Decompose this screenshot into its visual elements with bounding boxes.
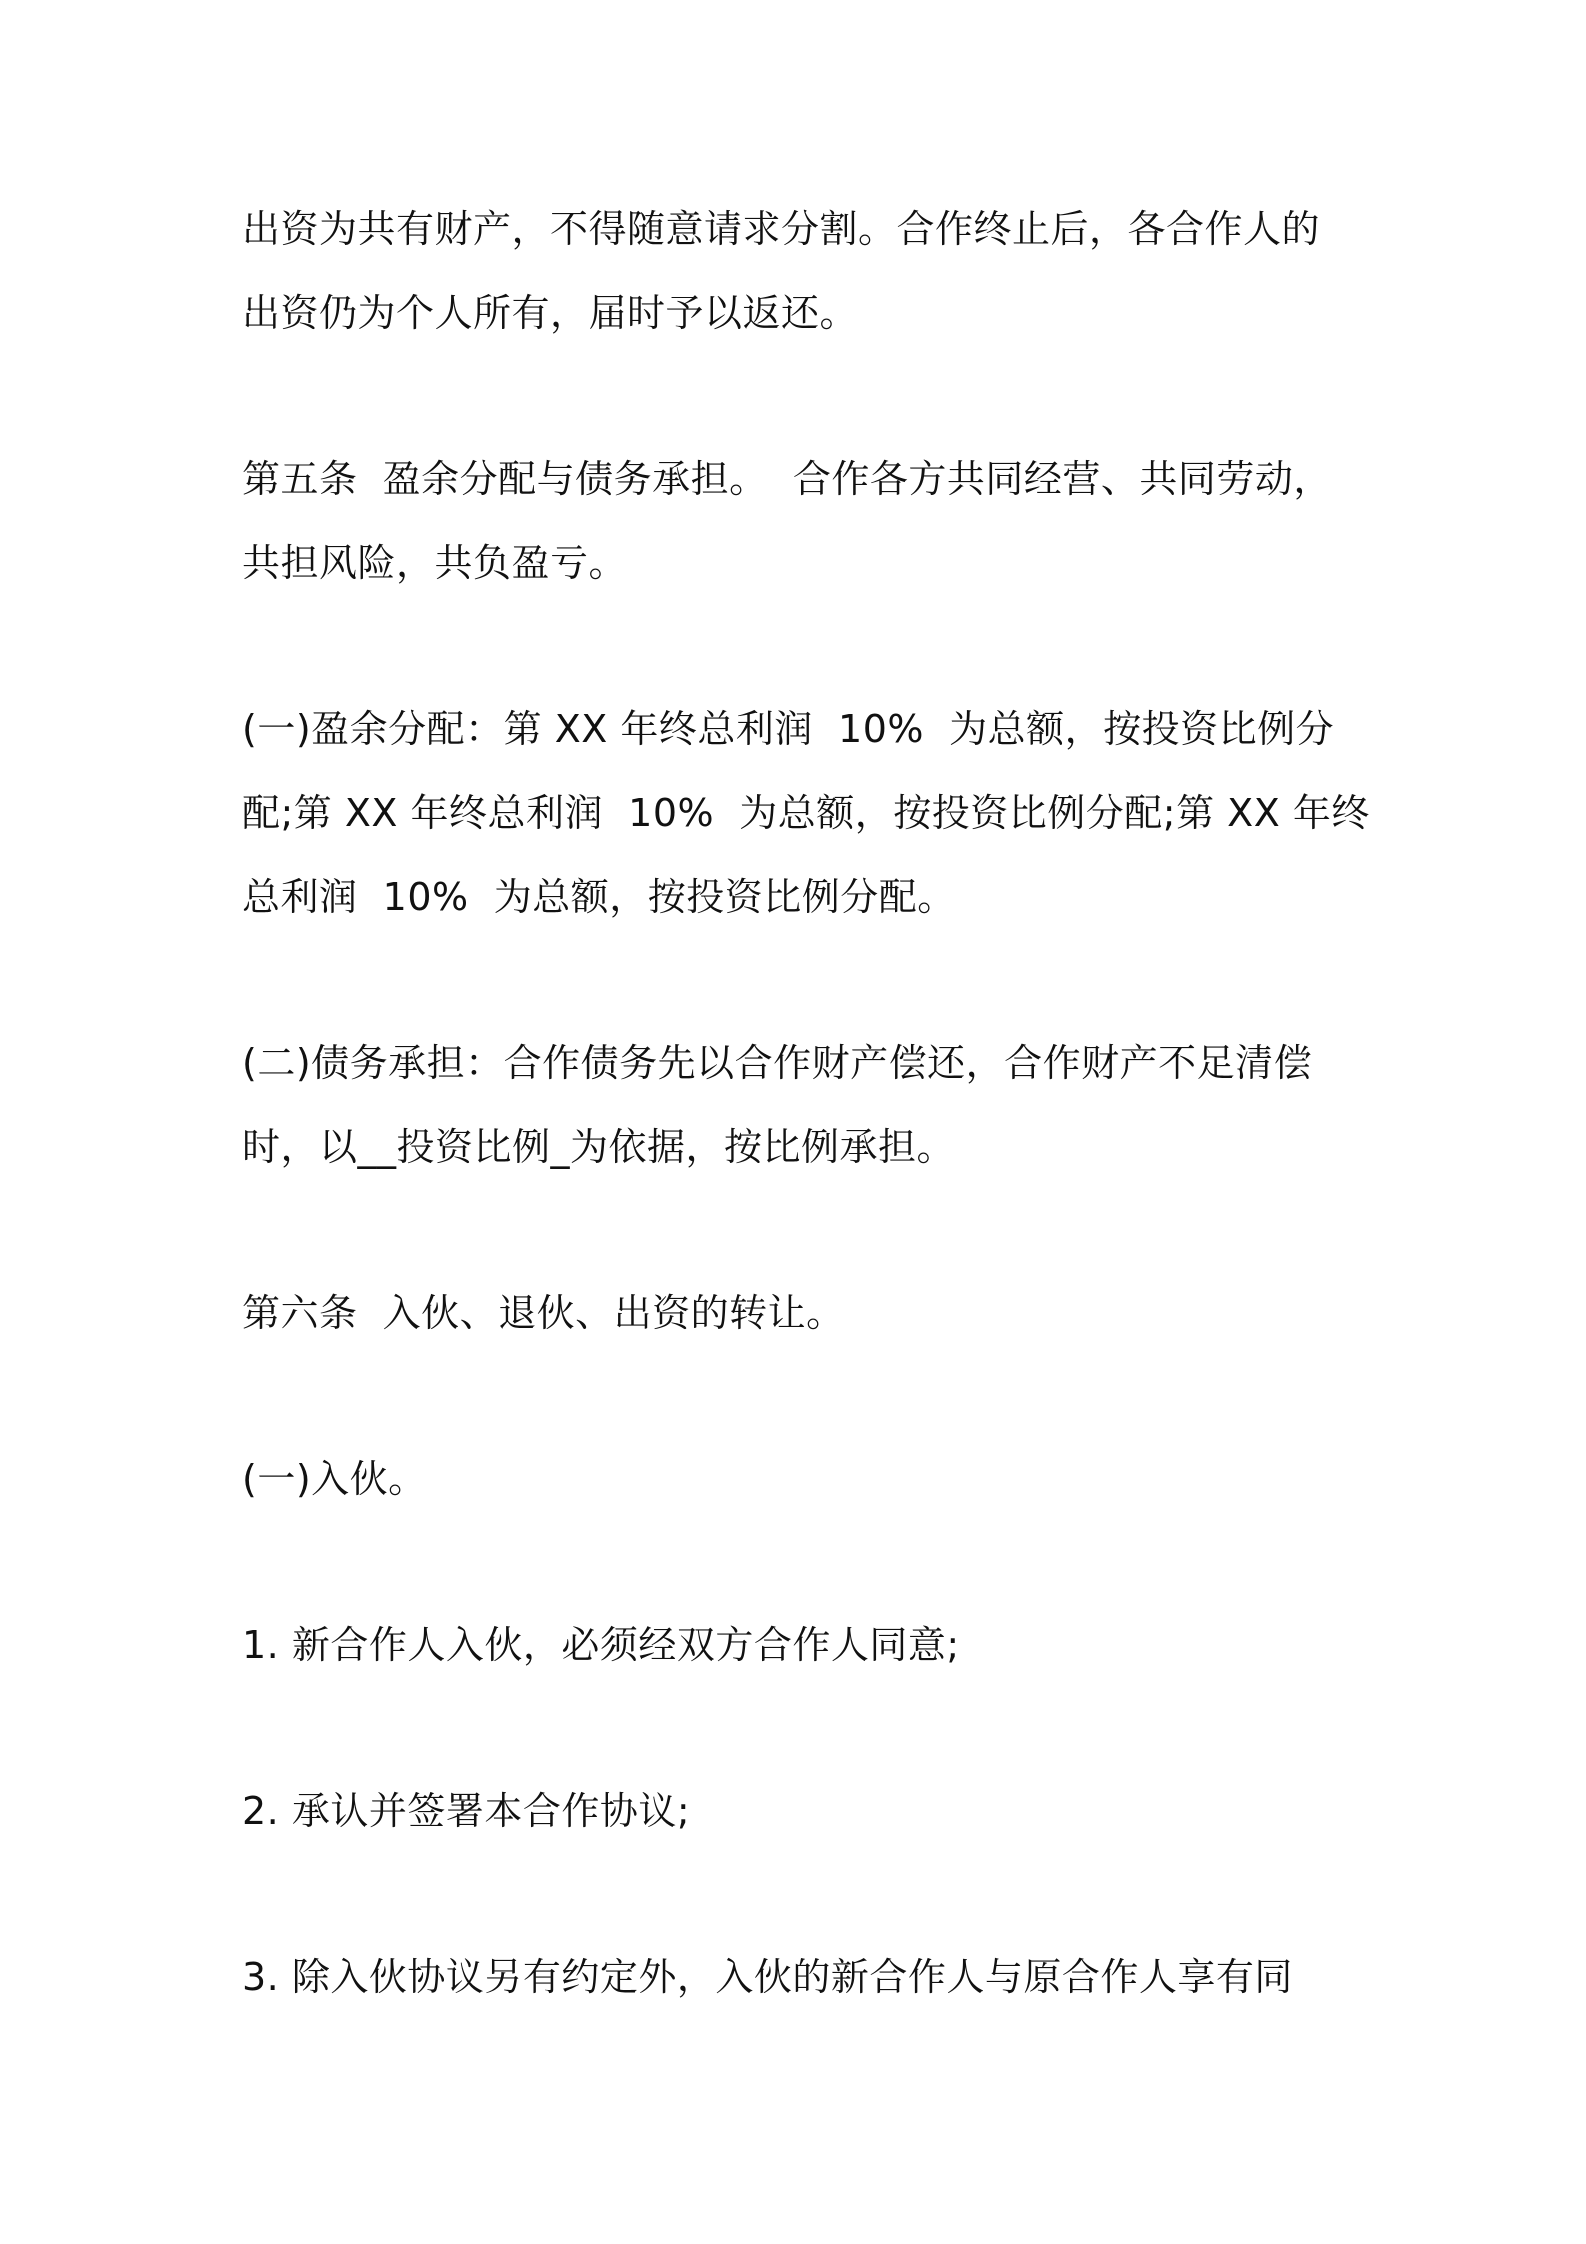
clause-line: (一)入伙。 xyxy=(242,1457,427,1501)
list-item: 1. 新合作人入伙，必须经双方合作人同意; xyxy=(242,1623,960,1667)
clause-line: (一)盈余分配：第 XX 年终总利润 10% 为总额，按投资比例分 xyxy=(242,707,1335,751)
list-item: 3. 除入伙协议另有约定外，入伙的新合作人与原合作人享有同 xyxy=(242,1955,1293,1999)
clause-line: 配;第 XX 年终总利润 10% 为总额，按投资比例分配;第 XX 年终 xyxy=(242,791,1370,835)
clause-line: (二)债务承担：合作债务先以合作财产偿还，合作财产不足清偿 xyxy=(242,1041,1313,1085)
clause-line: 总利润 10% 为总额，按投资比例分配。 xyxy=(242,875,956,919)
list-item: 2. 承认并签署本合作协议; xyxy=(242,1789,691,1833)
paragraph-line: 出资为共有财产，不得随意请求分割。合作终止后，各合作人的 xyxy=(242,207,1321,251)
paragraph-line: 出资仍为个人所有，届时予以返还。 xyxy=(242,291,859,335)
clause-line: 时，以__投资比例_为依据，按比例承担。 xyxy=(242,1125,956,1169)
paragraph-line: 共担风险，共负盈亏。 xyxy=(242,541,628,585)
article-heading-line: 第五条 盈余分配与债务承担。 合作各方共同经营、共同劳动， xyxy=(242,457,1332,501)
article-heading-line: 第六条 入伙、退伙、出资的转让。 xyxy=(242,1291,845,1335)
